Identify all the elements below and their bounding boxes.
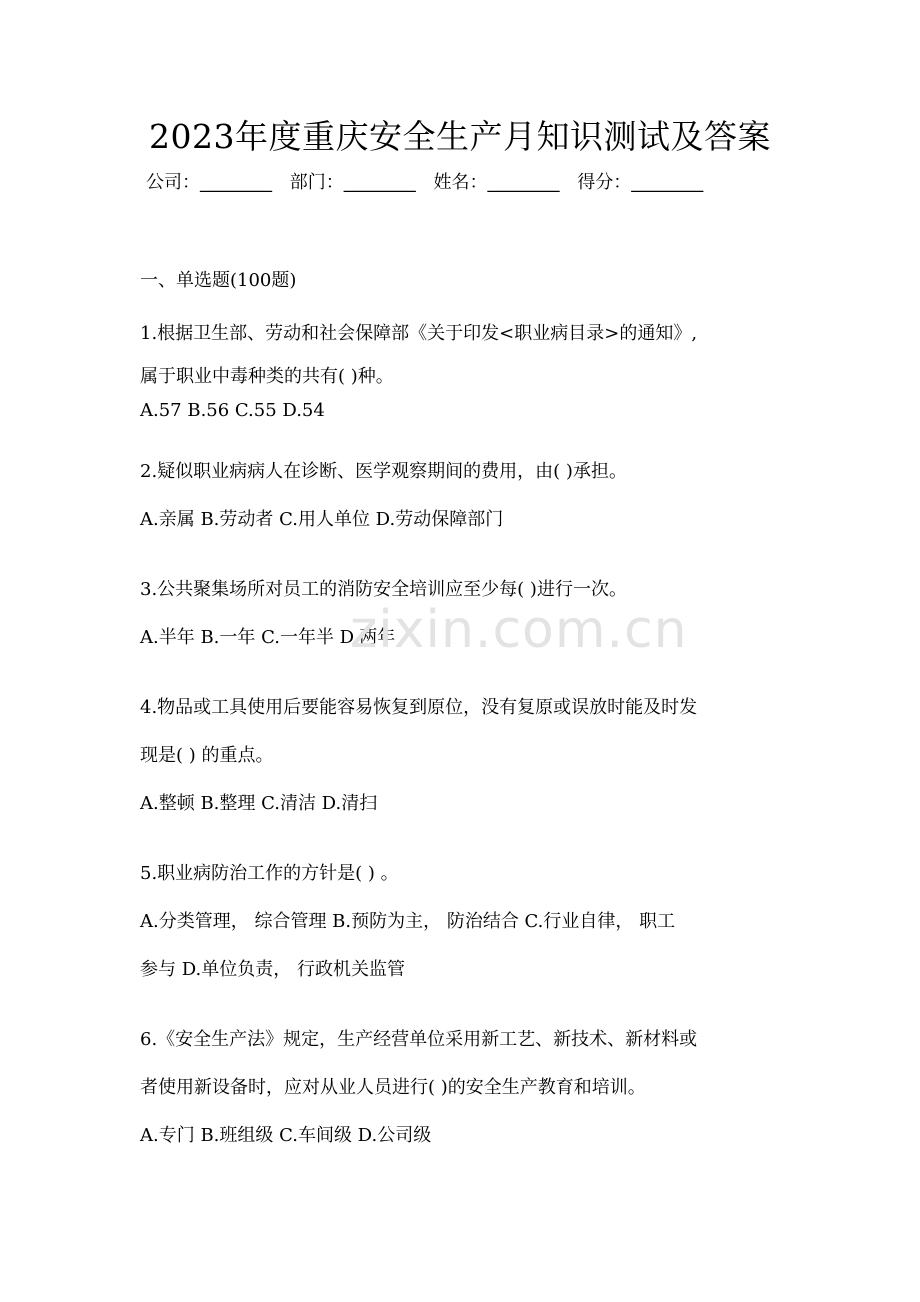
question-text-line: 6.《安全生产法》规定，生产经营单位采用新工艺、新技术、新材料或 (140, 1029, 698, 1050)
question-3 (140, 566, 784, 662)
question-options: A.57 B.56 C.55 D.54 (140, 400, 325, 421)
question-text-line: 者使用新设备时，应对从业人员进行( )的安全生产教育和培训。 (140, 1077, 646, 1098)
question-list (140, 310, 784, 1160)
question-text-line: 5.职业病防治工作的方针是( ) 。 (140, 863, 399, 884)
question-options: 参与 D.单位负责， 行政机关监管 (140, 959, 405, 980)
question-text-line: 3.公共聚集场所对员工的消防安全培训应至少每( )进行一次。 (140, 579, 627, 600)
watermark-text: zixin.com.cn (350, 600, 688, 660)
question-2 (140, 448, 784, 544)
spacer (140, 994, 784, 1016)
question-1 (140, 310, 784, 426)
question-text-line: 4.物品或工具使用后要能容易恢复到原位，没有复原或误放时能及时发 (140, 697, 698, 718)
question-options: A.亲属 B.劳动者 C.用人单位 D.劳动保障部门 (140, 509, 504, 530)
question-text-line: 1.根据卫生部、劳动和社会保障部《关于印发<职业病目录>的通知》, (140, 323, 698, 344)
question-options: A.整顿 B.整理 C.清洁 D.清扫 (140, 793, 378, 814)
spacer (140, 544, 784, 566)
question-4 (140, 684, 784, 828)
name-field: 姓名：________ (433, 172, 560, 193)
header-fields (146, 168, 786, 198)
question-text-line: 属于职业中毒种类的共有( )种。 (140, 366, 394, 387)
section-heading: 一、单选题(100题) (140, 270, 297, 291)
company-field: 公司：________ (146, 172, 272, 193)
question-options: A.专门 B.班组级 C.车间级 D.公司级 (140, 1125, 432, 1146)
spacer (140, 426, 784, 448)
question-options: A.半年 B.一年 C.一年半 D.两年 (140, 627, 396, 648)
question-text-line: 2.疑似职业病病人在诊断、医学观察期间的费用，由( )承担。 (140, 461, 627, 482)
department-field: 部门：________ (289, 172, 416, 193)
question-options: A.分类管理， 综合管理 B.预防为主， 防治结合 C.行业自律， 职工 (140, 911, 676, 932)
question-text-line: 现是( ) 的重点。 (140, 745, 274, 766)
spacer (140, 662, 784, 684)
spacer (140, 828, 784, 850)
score-field: 得分：________ (577, 172, 704, 193)
question-5 (140, 850, 784, 994)
document-title: 2023年度重庆安全生产月知识测试及答案 (149, 117, 771, 156)
question-6 (140, 1016, 784, 1160)
